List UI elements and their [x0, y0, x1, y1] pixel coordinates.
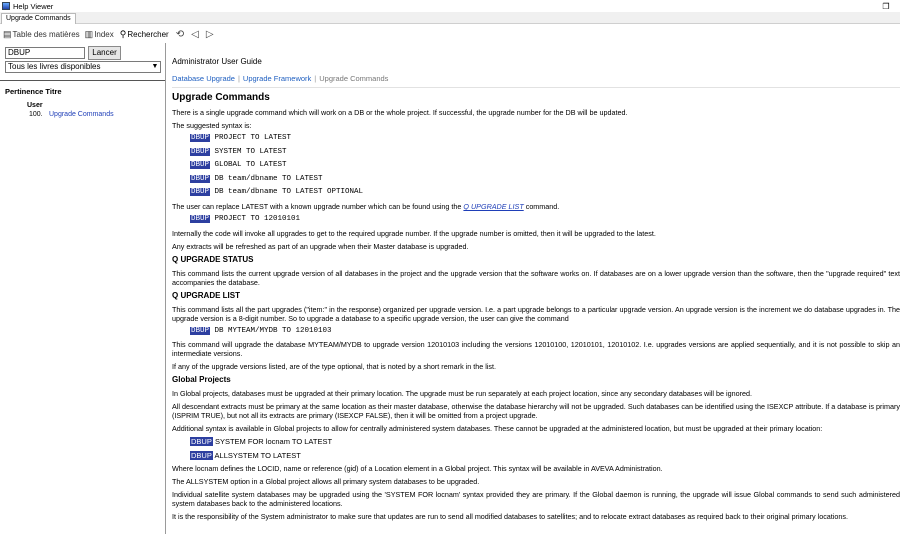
global-command-line	[190, 437, 900, 446]
example2-text: This command will upgrade the database MYTEAM/MYDB to upgrade version 12010103 including the versions 12010100, 12010101, 12010102. I.e. upgrades versions are applied sequentially, and it is not possible to skip an intermediate versions.	[172, 340, 900, 359]
index-label: Index	[94, 29, 114, 39]
example-text: PROJECT TO 12010101	[214, 214, 301, 223]
toc-label: Table des matières	[12, 29, 80, 39]
global-text-2: All descendant extracts must be primary at the same location as their master database, otherwise the database hierarchy will not be upgraded. Such databases can be identified using the ISEXCP attribute. If a database is primary (ISPRIM TRUE), but not all its extracts are primary (ISEXCP FALSE), then it will be omitted from a project upgrade.	[172, 402, 900, 421]
example-text: DB MYTEAM/MYDB TO 12010103	[214, 326, 332, 335]
index-icon: ▥	[84, 28, 94, 39]
global-text-7: It is the responsibility of the System administrator to make sure that updates are run to send all modified databases to satellites; and to relocate extract databases as required back to their original primary locations.	[172, 512, 848, 522]
search-panel	[0, 43, 166, 534]
example-line	[190, 327, 900, 336]
global-command-text: ALLSYSTEM TO LATEST	[214, 450, 301, 460]
keyword-highlight: DBUP	[191, 326, 210, 335]
results-group: User	[27, 102, 43, 109]
keyword-highlight: DBUP	[191, 134, 210, 142]
syntax-line	[190, 188, 900, 197]
syntax-text: SYSTEM TO LATEST	[214, 147, 287, 156]
syntax-text: DB team/dbname TO LATEST	[214, 174, 323, 183]
scope-select-value: Tous les livres disponibles	[8, 62, 101, 71]
status-heading: Q UPGRADE STATUS	[172, 254, 254, 264]
result-title[interactable]: Upgrade Commands	[49, 111, 114, 118]
replace-pre: The user can replace LATEST with a known upgrade number which can be found using the	[172, 201, 462, 211]
toc-button[interactable]	[3, 29, 80, 40]
global-text-6: Individual satellite system databases may be upgraded using the 'SYSTEM FOR locnam' syntax provided they are primary. If the Global daemon is running, the upgrade will issue Global commands to send such administered system databases back to the administered locations.	[172, 490, 900, 509]
tab-strip	[0, 12, 900, 24]
result-item[interactable]	[29, 111, 114, 118]
keyword-highlight: DBUP	[191, 147, 210, 156]
keyword-highlight: DBUP	[191, 188, 210, 197]
syntax-line	[190, 161, 900, 170]
page-title: Upgrade Commands	[172, 92, 270, 103]
syntax-line	[190, 134, 900, 143]
chevron-down-icon: ▼	[151, 63, 159, 70]
q-upgrade-list-link[interactable]: Q UPGRADE LIST	[463, 201, 524, 211]
status-text: This command lists the current upgrade version of all databases in the project and the upgrade version that the software works on. If databases are on a lower upgrade version than the software, then the "upgrade required" text accompanies the database.	[172, 268, 900, 287]
breadcrumb-database-upgrade[interactable]: Database Upgrade	[172, 74, 235, 83]
global-text-5: The ALLSYSTEM option in a Global project allows all primary system databases to be upgraded.	[172, 477, 480, 487]
restore-button[interactable]: ❐	[882, 1, 890, 11]
result-score: 100.	[29, 111, 43, 118]
toc-icon: ▤	[3, 28, 12, 39]
syntax-label: The suggested syntax is:	[172, 121, 252, 130]
breadcrumb-current: Upgrade Commands	[319, 74, 389, 83]
keyword-highlight: DBUP	[191, 214, 210, 223]
index-button[interactable]	[85, 29, 114, 40]
intro-text: There is a single upgrade command which will work on a DB or the whole project. If successful, the upgrade number for the DB will be updated.	[172, 108, 628, 117]
keyword-highlight: DBUP	[191, 450, 212, 460]
internally-text: Internally the code will invoke all upgrades to get to the required upgrade number. If the upgrade number is omitted, then it will be upgraded to the latest.	[172, 228, 656, 238]
global-command-line	[190, 451, 900, 460]
breadcrumb-separator: |	[314, 74, 317, 83]
window-controls	[872, 0, 900, 12]
syntax-line	[190, 175, 900, 184]
extracts-text: Any extracts will be refreshed as part of an upgrade when their Master database is upgraded.	[172, 241, 469, 251]
syntax-line	[190, 148, 900, 157]
optional-text: If any of the upgrade versions listed, are of the type optional, that is noted by a short remark in the list.	[172, 362, 497, 372]
global-heading: Global Projects	[172, 375, 231, 385]
search-go-button[interactable]: Lancer	[88, 46, 121, 60]
document-pane	[167, 43, 900, 534]
sync-icon[interactable]: ⟲	[175, 28, 185, 40]
search-input[interactable]: DBUP	[5, 47, 85, 59]
search-tab-label: Rechercher	[127, 29, 169, 39]
keyword-highlight: DBUP	[191, 437, 212, 447]
keyword-highlight: DBUP	[191, 174, 210, 183]
replace-post: command.	[525, 201, 560, 211]
document-body	[172, 93, 900, 525]
search-icon: ⚲	[119, 28, 127, 39]
global-command-text: SYSTEM FOR locnam TO LATEST	[214, 437, 333, 447]
global-text-4: Where locnam defines the LOCID, name or reference (gid) of a Location element in a Global project. This syntax will be available in AVEVA Administration.	[172, 464, 663, 474]
panel-separator	[0, 80, 165, 81]
breadcrumb	[172, 74, 388, 83]
keyword-highlight: DBUP	[191, 161, 210, 170]
forward-icon[interactable]: ▷	[205, 28, 214, 40]
toolbar	[0, 26, 900, 42]
title-bar	[0, 0, 900, 12]
replace-text	[172, 202, 900, 211]
tab-upgrade-commands[interactable]: Upgrade Commands	[1, 13, 76, 24]
breadcrumb-separator: |	[237, 74, 240, 83]
back-icon[interactable]: ◁	[191, 28, 199, 40]
results-header: Pertinence Titre	[5, 87, 62, 96]
divider	[172, 87, 900, 88]
example-line	[190, 215, 900, 224]
help-app-icon	[2, 2, 10, 10]
breadcrumb-upgrade-framework[interactable]: Upgrade Framework	[242, 74, 312, 83]
list-heading: Q UPGRADE LIST	[172, 290, 241, 300]
syntax-text: GLOBAL TO LATEST	[214, 161, 287, 170]
guide-title: Administrator User Guide	[172, 57, 262, 66]
global-text-1: In Global projects, databases must be upgraded at their primary location. The upgrade must be run separately at each project location, since any secondary databases will be ignored.	[172, 389, 752, 399]
search-tab-button[interactable]	[120, 29, 169, 40]
syntax-text: DB team/dbname TO LATEST OPTIONAL	[214, 188, 364, 197]
scope-select[interactable]	[5, 61, 161, 73]
syntax-text: PROJECT TO LATEST	[214, 134, 292, 142]
window-title: Help Viewer	[13, 1, 54, 11]
global-text-3: Additional syntax is available in Global projects to allow for centrally administered system databases. These cannot be upgraded at the administered location, but must be upgraded at their primary location:	[172, 424, 823, 434]
list-text: This command lists all the part upgrades ("item:" in the response) organized per upgrade version. I.e. a part upgrade belongs to a particular upgrade version. An upgrade version is the increment we do database upgrades in. The upgrade version is a 8-digit number. So to upgrade a database to a specific upgrade version, the user can give the command	[172, 304, 900, 323]
